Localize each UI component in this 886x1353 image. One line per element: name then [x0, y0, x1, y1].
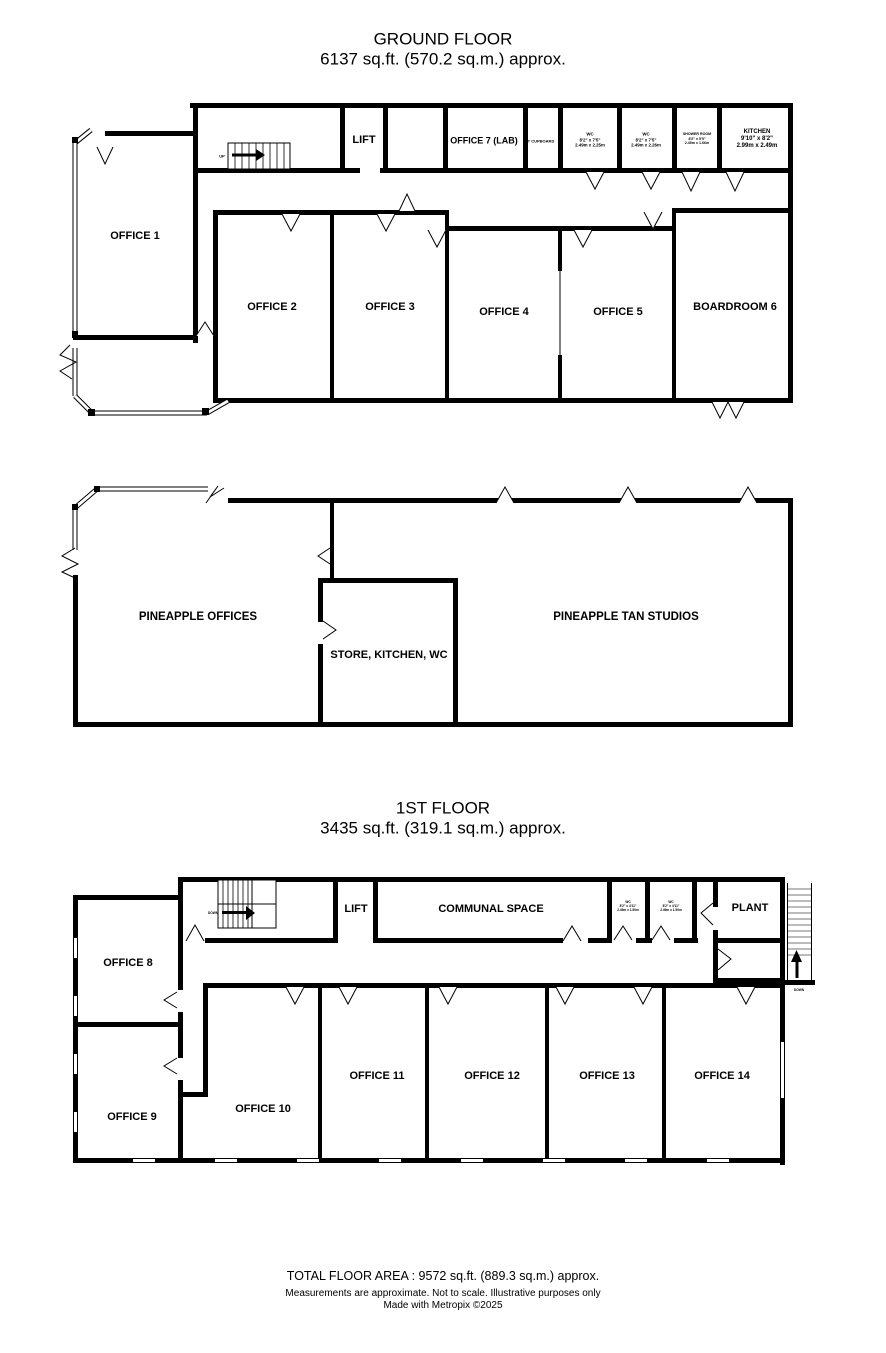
footer-total-area: TOTAL FLOOR AREA : 9572 sq.ft. (889.3 sq.m.) approx. [286, 1269, 600, 1284]
shower-size-m: 2.49m x 1.66m [684, 141, 710, 146]
room-label-wc-1f-b [660, 900, 682, 912]
wc-2-size-ft: 8'2" x 7'5" [635, 137, 657, 143]
room-label-office-12: OFFICE 12 [464, 1070, 520, 1083]
wc-1f-a-size-ft: 8'2" x 4'11" [619, 903, 637, 908]
room-label-office-13: OFFICE 13 [579, 1070, 635, 1083]
first-floor-subtitle: 3435 sq.ft. (319.1 sq.m.) approx. [320, 818, 566, 838]
stairs-up-label: UP [219, 153, 225, 159]
room-label-store-kitchen-wc: STORE, KITCHEN, WC [330, 649, 448, 662]
ground-floor-staircase [228, 143, 290, 169]
room-label-office-4: OFFICE 4 [479, 306, 529, 319]
wc-1f-b-size-m: 2.49m x 1.50m [660, 908, 682, 913]
ground-floor-title: GROUND FLOOR [373, 29, 513, 49]
room-label-office-9: OFFICE 9 [107, 1111, 157, 1124]
room-label-wc-2 [631, 131, 661, 148]
room-label-office-1: OFFICE 1 [110, 230, 160, 243]
room-label-office-3: OFFICE 3 [365, 301, 415, 314]
stairs-down-label: DOWN [207, 910, 219, 915]
room-label-office-2: OFFICE 2 [247, 301, 297, 314]
room-label-office-5: OFFICE 5 [593, 306, 643, 319]
room-label-pineapple-offices: PINEAPPLE OFFICES [138, 610, 258, 623]
room-label-lift-gf: LIFT [352, 134, 376, 147]
ground-floor-subtitle: 6137 sq.ft. (570.2 sq.m.) approx. [320, 49, 566, 69]
wc-1f-b-size-ft: 8'2" x 4'11" [662, 903, 680, 908]
shower-size-ft: 8'2" x 5'5" [688, 136, 706, 141]
kitchen-size-ft: 9'10" x 8'2" [741, 136, 773, 143]
wc-1-name: WC [586, 131, 594, 137]
room-label-shower-room [683, 132, 711, 146]
room-label-office-14: OFFICE 14 [694, 1070, 750, 1083]
exterior-staircase [785, 883, 815, 985]
room-label-plant: PLANT [731, 902, 769, 915]
room-label-lift-1f: LIFT [344, 903, 368, 916]
room-label-cupboard: T CUPBOARD [527, 138, 555, 144]
wc-2-size-m: 2.49m x 2.26m [631, 142, 661, 148]
first-floor-walls [73, 877, 785, 1165]
kitchen-name: KITCHEN [743, 129, 771, 136]
ground-floor-walls [73, 103, 793, 403]
room-label-communal-space: COMMUNAL SPACE [438, 903, 544, 916]
wc-1f-b-name: WC [668, 899, 674, 904]
room-label-office-8: OFFICE 8 [103, 957, 153, 970]
first-floor-staircase [218, 880, 276, 928]
footer-credit: Made with Metropix ©2025 [383, 1299, 503, 1311]
room-label-boardroom-6: BOARDROOM 6 [693, 301, 777, 314]
first-floor-doors [164, 903, 755, 1074]
wc-1f-a-size-m: 2.49m x 1.50m [617, 908, 639, 913]
room-label-kitchen [737, 129, 778, 151]
first-floor-title: 1ST FLOOR [395, 798, 491, 818]
wc-2-name: WC [642, 131, 650, 137]
room-label-office-7: OFFICE 7 (LAB) [450, 135, 518, 146]
room-label-pineapple-tan-studios: PINEAPPLE TAN STUDIOS [553, 610, 699, 623]
room-label-wc-1f-a [617, 900, 639, 912]
ground-floor-annex-windows [62, 486, 224, 578]
wc-1f-a-name: WC [625, 899, 631, 904]
kitchen-size-m: 2.99m x 2.49m [736, 143, 778, 150]
exterior-stairs-down-label: DOWN [793, 987, 805, 992]
room-label-office-11: OFFICE 11 [349, 1070, 405, 1083]
wc-1-size-ft: 8'2" x 7'5" [579, 137, 601, 143]
room-label-office-10: OFFICE 10 [235, 1103, 291, 1116]
footer-disclaimer: Measurements are approximate. Not to scale. Illustrative purposes only [285, 1287, 601, 1299]
wc-1-size-m: 2.49m x 2.25m [575, 142, 605, 148]
shower-name: SHOWER ROOM [682, 131, 712, 136]
room-label-wc-1 [575, 131, 605, 148]
